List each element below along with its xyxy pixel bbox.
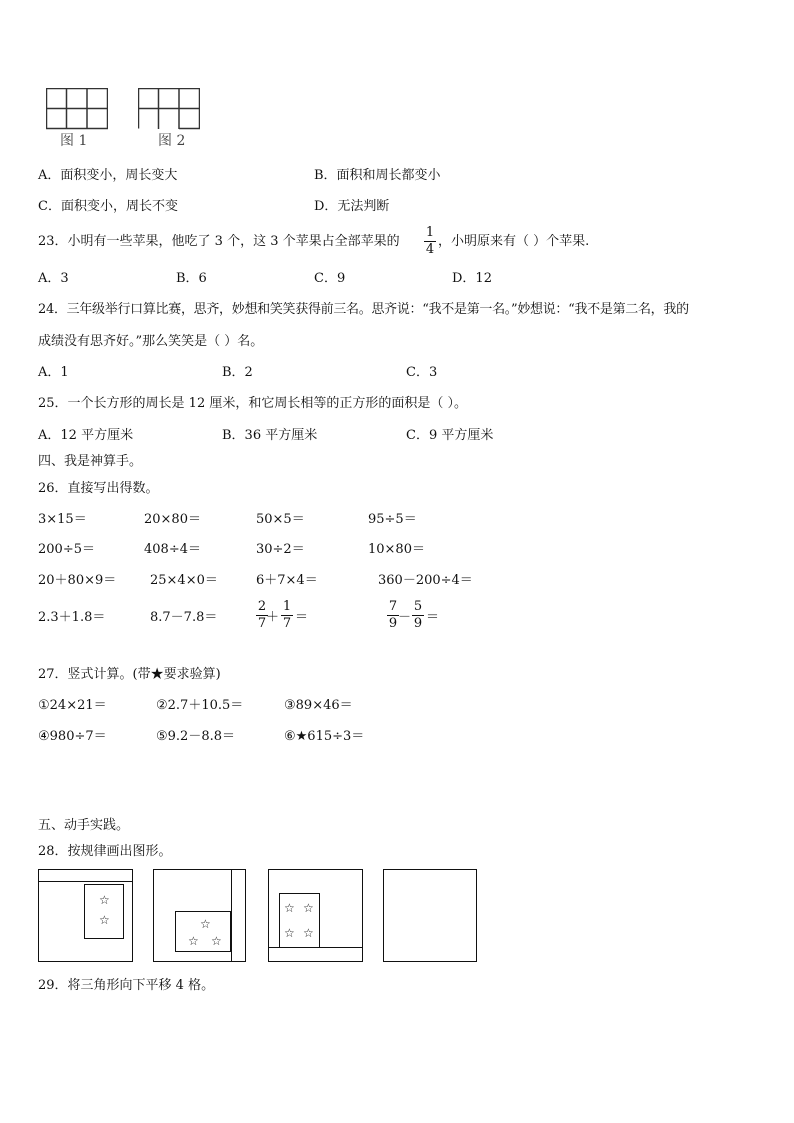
numerator: 7 (388, 599, 398, 614)
q26-expr: 10×80＝ (368, 542, 425, 557)
q23-stem-suffix: ，小明原来有（ ）个苹果. (438, 234, 590, 249)
numerator: 5 (413, 599, 423, 614)
q26-expr: 25×4×0＝ (150, 573, 218, 588)
q27-item: ②2.7＋10.5＝ (156, 698, 244, 713)
section-5-heading: 五、动手实践。 (38, 818, 130, 833)
q23-option-d: D．12 (452, 271, 492, 286)
q26-expr: 20×80＝ (144, 512, 201, 527)
q26-fraction-a-operator: ＋ (266, 610, 280, 625)
pattern-box-2 (153, 869, 246, 962)
q26-expr: 3×15＝ (38, 512, 87, 527)
star-icon: ☆ (188, 934, 199, 948)
q27-item: ⑥★615÷3＝ (284, 729, 365, 744)
star-icon: ☆ (284, 901, 295, 915)
q23-option-b: B．6 (176, 271, 207, 286)
q27-item: ⑤9.2－8.8＝ (156, 729, 236, 744)
star-icon: ☆ (99, 893, 110, 907)
q26-expr: 30÷2＝ (256, 542, 305, 557)
numerator: 2 (257, 599, 267, 614)
q27-item: ④980÷7＝ (38, 729, 107, 744)
q26-expr: 200÷5＝ (38, 542, 95, 557)
q22-option-d: D．无法判断 (314, 199, 390, 214)
q24-option-a: A．1 (38, 365, 69, 380)
q26-expr: 8.7－7.8＝ (150, 610, 218, 625)
star-icon: ☆ (284, 926, 295, 940)
denominator: 9 (413, 616, 423, 631)
q26-fraction-b-equals: ＝ (426, 610, 440, 625)
pattern-box-1 (38, 869, 133, 962)
q25-stem: 25．一个长方形的周长是 12 厘米，和它周长相等的正方形的面积是（ ）。 (38, 396, 467, 411)
q26-expr: 20＋80×9＝ (38, 573, 117, 588)
q26-fraction-b-operator: － (398, 610, 412, 625)
q26-fraction-a-equals: ＝ (295, 610, 309, 625)
q24-stem-line1: 24．三年级举行口算比赛，思齐，妙想和笑笑获得前三名。思齐说：“我不是第一名。”妙想说：“我不是第二名，我的 (38, 302, 689, 317)
q27-item: ①24×21＝ (38, 698, 107, 713)
q26-expr: 6＋7×4＝ (256, 573, 318, 588)
q27-title: 27．竖式计算。(带★要求验算) (38, 667, 221, 682)
q23-fraction (424, 226, 436, 257)
denominator: 7 (257, 616, 267, 631)
q22-option-a: A．面积变小，周长变大 (38, 168, 178, 183)
figure-1-label: 图 1 (60, 133, 88, 149)
figure-2-label: 图 2 (158, 133, 186, 149)
denominator: 7 (282, 616, 292, 631)
star-icon: ☆ (211, 934, 222, 948)
q26-expr: 408÷4＝ (144, 542, 201, 557)
q23-fraction-denominator: 4 (425, 242, 435, 257)
q26-expr: 360－200÷4＝ (378, 573, 473, 588)
q28-title: 28．按规律画出图形。 (38, 844, 172, 859)
star-icon: ☆ (303, 901, 314, 915)
star-panel (175, 911, 231, 952)
q26-expr: 50×5＝ (256, 512, 305, 527)
pattern-box-3 (268, 869, 363, 962)
star-panel (279, 893, 320, 948)
star-icon: ☆ (200, 917, 211, 931)
q26-expr: 95÷5＝ (368, 512, 417, 527)
q23-option-c: C．9 (314, 271, 346, 286)
numerator: 1 (282, 599, 292, 614)
q22-option-c: C．面积变小，周长不变 (38, 199, 178, 214)
q26-title: 26．直接写出得数。 (38, 481, 159, 496)
q29-title: 29．将三角形向下平移 4 格。 (38, 978, 215, 993)
q25-option-b: B．36 平方厘米 (222, 428, 318, 443)
q24-option-c: C．3 (406, 365, 438, 380)
q22-option-b: B．面积和周长都变小 (314, 168, 441, 183)
q24-option-b: B．2 (222, 365, 253, 380)
q23-option-a: A．3 (38, 271, 69, 286)
q24-stem-line2: 成绩没有思齐好。”那么笑笑是（ ）名。 (38, 334, 264, 349)
star-panel (84, 884, 124, 939)
pattern-box-4-blank[interactable] (383, 869, 477, 962)
q23-fraction-numerator: 1 (425, 225, 435, 240)
q26-fraction-b2 (412, 600, 424, 631)
q23-stem-prefix: 23．小明有一些苹果，他吃了 3 个，这 3 个苹果占全部苹果的 (38, 234, 400, 249)
star-icon: ☆ (99, 913, 110, 927)
q25-option-a: A．12 平方厘米 (38, 428, 134, 443)
q26-fraction-a2 (281, 600, 293, 631)
figure-2-grid (138, 88, 200, 130)
section-4-heading: 四、我是神算手。 (38, 454, 143, 469)
denominator: 9 (388, 616, 398, 631)
figure-1-grid (46, 88, 108, 130)
star-icon: ☆ (303, 926, 314, 940)
q27-item: ③89×46＝ (284, 698, 353, 713)
q25-option-c: C．9 平方厘米 (406, 428, 494, 443)
q26-expr: 2.3＋1.8＝ (38, 610, 106, 625)
